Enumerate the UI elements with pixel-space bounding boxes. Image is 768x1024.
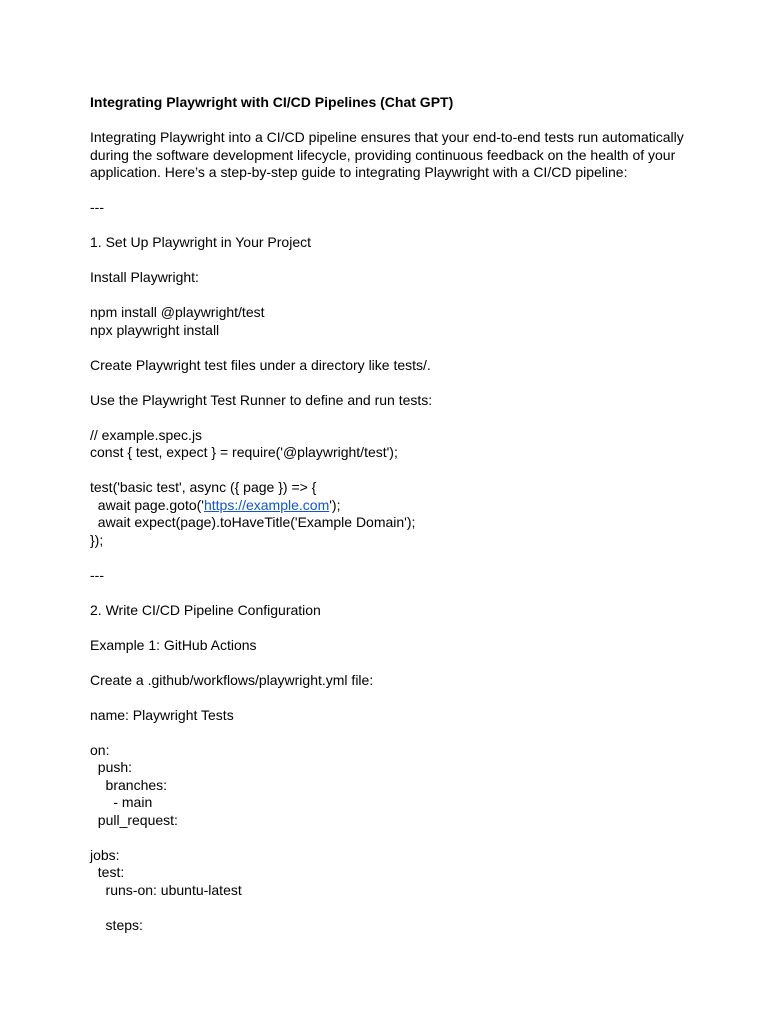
install-label: Install Playwright: bbox=[90, 269, 199, 285]
spacer bbox=[90, 899, 690, 917]
spacer bbox=[90, 689, 690, 707]
example1-heading: Example 1: GitHub Actions bbox=[90, 636, 257, 653]
intro-line-3: application. Here’s a step-by-step guide to integrating Playwright with a CI/CD pipeline: bbox=[90, 164, 628, 180]
spacer bbox=[90, 549, 690, 567]
code-line-comment: // example.spec.js bbox=[90, 426, 203, 443]
separator: --- bbox=[90, 199, 104, 215]
intro-line-2: during the software development lifecycle, providing continuous feedback on the health of your bbox=[90, 146, 676, 163]
yaml-push: push: bbox=[90, 759, 133, 775]
install-command-2: npx playwright install bbox=[90, 321, 220, 338]
intro-line-1: Integrating Playwright into a CI/CD pipeline ensures that your end-to-end tests run automatically bbox=[90, 129, 684, 145]
spacer bbox=[90, 182, 690, 200]
yaml-pull-request: pull_request: bbox=[90, 811, 178, 828]
spacer bbox=[90, 724, 690, 742]
yaml-branches: branches: bbox=[90, 776, 168, 793]
spacer bbox=[90, 252, 690, 270]
document-page bbox=[90, 94, 690, 934]
yaml-test: test: bbox=[90, 864, 125, 880]
spacer bbox=[90, 829, 690, 847]
create-files-text: Create Playwright test files under a directory like tests/. bbox=[90, 356, 431, 373]
spacer bbox=[90, 584, 690, 602]
code-line-require: const { test, expect } = require('@playwright/test'); bbox=[90, 444, 398, 460]
yaml-on: on: bbox=[90, 741, 110, 758]
code-goto-prefix: await page.goto(' bbox=[90, 496, 204, 513]
spacer bbox=[90, 619, 690, 637]
spacer bbox=[90, 287, 690, 305]
spacer bbox=[90, 462, 690, 480]
spacer bbox=[90, 112, 690, 130]
use-runner-text: Use the Playwright Test Runner to define and run tests: bbox=[90, 391, 433, 408]
code-goto-suffix: '); bbox=[329, 496, 341, 513]
code-line-expect: await expect(page).toHaveTitle('Example Domain'); bbox=[90, 514, 416, 530]
install-command-1: npm install @playwright/test bbox=[90, 304, 265, 320]
spacer bbox=[90, 409, 690, 427]
spacer bbox=[90, 339, 690, 357]
example-link[interactable]: https://example.com bbox=[203, 496, 330, 513]
code-line-close: }); bbox=[90, 531, 104, 548]
spacer bbox=[90, 374, 690, 392]
section1-heading: 1. Set Up Playwright in Your Project bbox=[90, 234, 312, 250]
document-title: Integrating Playwright with CI/CD Pipelines (Chat GPT) bbox=[90, 94, 454, 110]
spacer bbox=[90, 217, 690, 235]
yaml-steps: steps: bbox=[90, 916, 143, 933]
separator: --- bbox=[90, 566, 104, 583]
yaml-runs-on: runs-on: ubuntu-latest bbox=[90, 881, 242, 898]
yaml-main: - main bbox=[90, 794, 153, 810]
create-file-text: Create a .github/workflows/playwright.yml file: bbox=[90, 671, 374, 688]
code-line-goto bbox=[90, 497, 690, 515]
yaml-jobs: jobs: bbox=[90, 846, 120, 863]
yaml-name: name: Playwright Tests bbox=[90, 706, 234, 723]
spacer bbox=[90, 654, 690, 672]
code-line-test: test('basic test', async ({ page }) => { bbox=[90, 479, 317, 495]
section2-heading: 2. Write CI/CD Pipeline Configuration bbox=[90, 601, 321, 618]
